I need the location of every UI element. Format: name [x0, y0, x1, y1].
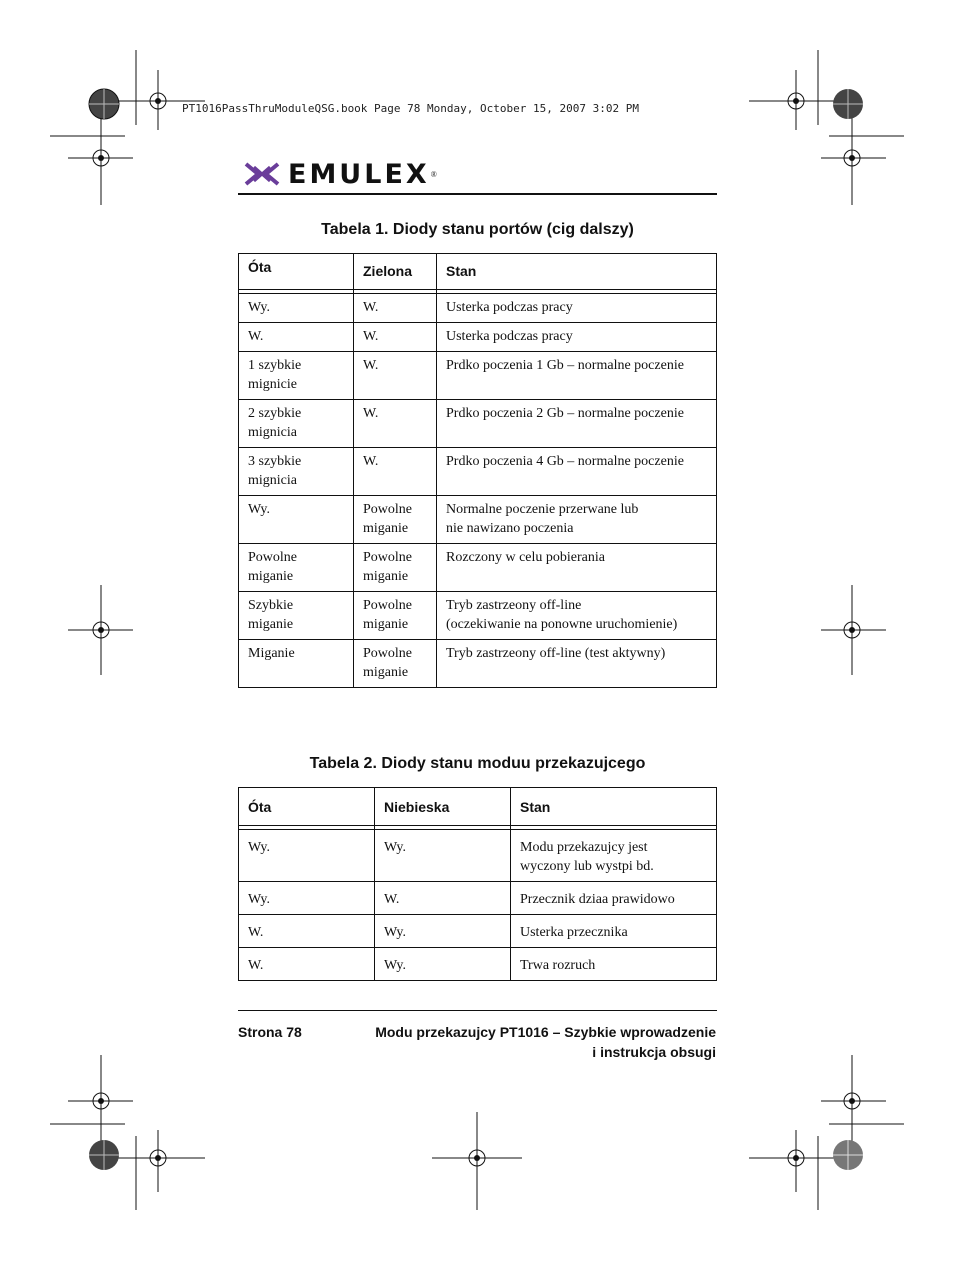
table-cell: Usterka przecznika [511, 915, 717, 948]
column-header: Zielona [354, 254, 437, 290]
table-row [239, 915, 717, 948]
table-cell: Powolne miganie [354, 544, 437, 592]
table-cell: W. [239, 948, 375, 981]
table-cell: Wy. [375, 915, 511, 948]
table-cell: W. [239, 915, 375, 948]
table-row [239, 882, 717, 915]
table-cell: W. [354, 323, 437, 352]
table-header-row [239, 254, 717, 290]
footer-title-line1: Modu przekazujcy PT1016 – Szybkie wprowadzenie [375, 1024, 716, 1040]
column-header: Óta [239, 788, 375, 826]
table-cell: Normalne poczenie przerwane lub nie nawizano poczenia [437, 496, 717, 544]
table-cell: Wy. [375, 948, 511, 981]
table-row [239, 948, 717, 981]
table-cell: Miganie [239, 640, 354, 688]
table-row [239, 323, 717, 352]
column-header: Stan [437, 254, 717, 290]
table-cell: Wy. [239, 496, 354, 544]
header-rule [238, 193, 717, 195]
table-cell: W. [354, 294, 437, 323]
column-header: Óta [239, 254, 354, 290]
table-cell: 1 szybkie mignicie [239, 352, 354, 400]
table-cell: W. [354, 448, 437, 496]
module-status-rows [239, 830, 717, 981]
table-cell: Usterka podczas pracy [437, 323, 717, 352]
table-cell: Usterka podczas pracy [437, 294, 717, 323]
emulex-logo-icon [244, 161, 280, 187]
emulex-logo [244, 160, 437, 188]
table-header-row [239, 788, 717, 826]
table-cell: Powolne miganie [354, 592, 437, 640]
table-cell: 3 szybkie mignicia [239, 448, 354, 496]
table-cell: Trwa rozruch [511, 948, 717, 981]
table-row [239, 544, 717, 592]
footer-rule [238, 1010, 717, 1011]
table-cell: W. [354, 352, 437, 400]
logo-wordmark: EMULEX [288, 158, 430, 190]
table-cell: Tryb zastrzeony off-line (oczekiwanie na ponowne uruchomienie) [437, 592, 717, 640]
table-cell: Prdko poczenia 4 Gb – normalne poczenie [437, 448, 717, 496]
table-row [239, 592, 717, 640]
table-row [239, 294, 717, 323]
table-cell: Powolne miganie [239, 544, 354, 592]
table-cell: W. [375, 882, 511, 915]
footer-title [375, 1022, 716, 1062]
table-cell: Prdko poczenia 1 Gb – normalne poczenie [437, 352, 717, 400]
port-status-rows [239, 294, 717, 688]
footer-title-line2: i instrukcja obsugi [592, 1044, 716, 1060]
table-cell: Przecznik dziaa prawidowo [511, 882, 717, 915]
table-cell: Rozczony w celu pobierania [437, 544, 717, 592]
table-cell: Prdko poczenia 2 Gb – normalne poczenie [437, 400, 717, 448]
table-cell: W. [354, 400, 437, 448]
table-cell: Szybkie miganie [239, 592, 354, 640]
table-cell: Tryb zastrzeony off-line (test aktywny) [437, 640, 717, 688]
table-cell: 2 szybkie mignicia [239, 400, 354, 448]
table-cell: Wy. [239, 882, 375, 915]
table2-caption: Tabela 2. Diody stanu moduu przekazujcego [309, 755, 646, 772]
table-cell: Powolne miganie [354, 496, 437, 544]
module-status-table [238, 787, 717, 981]
table-row [239, 496, 717, 544]
book-header: PT1016PassThruModuleQSG.book Page 78 Monday, October 15, 2007 3:02 PM [182, 102, 639, 115]
table-cell: Wy. [239, 294, 354, 323]
table-row [239, 830, 717, 882]
table-cell: Modu przekazujcy jest wyczony lub wystpi bd. [511, 830, 717, 882]
port-status-table [238, 253, 717, 688]
table-cell: Wy. [239, 830, 375, 882]
table-row [239, 640, 717, 688]
table-cell: Powolne miganie [354, 640, 437, 688]
registered-mark: ® [430, 169, 437, 179]
column-header: Stan [511, 788, 717, 826]
table1-caption: Tabela 1. Diody stanu portów (cig dalszy) [321, 221, 634, 238]
table-cell: Wy. [375, 830, 511, 882]
table-cell: W. [239, 323, 354, 352]
table-row [239, 400, 717, 448]
column-header: Niebieska [375, 788, 511, 826]
page-number: Strona 78 [238, 1024, 302, 1040]
table-row [239, 448, 717, 496]
table-row [239, 352, 717, 400]
